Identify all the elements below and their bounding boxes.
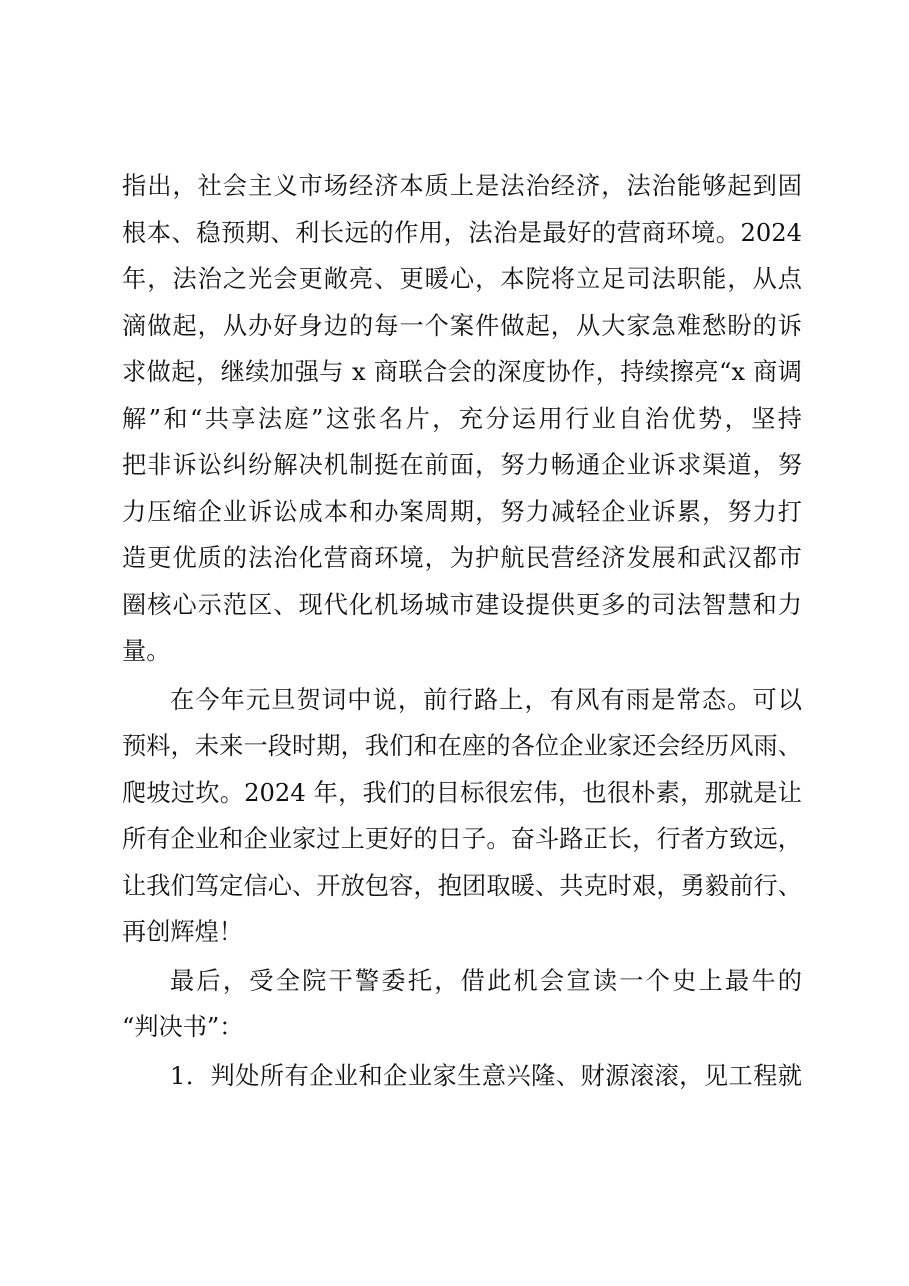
- text-line: 力压缩企业诉讼成本和办案周期，努力减轻企业诉累，努力打: [122, 497, 802, 526]
- document-body: [122, 163, 802, 1099]
- text-line: 根本、稳预期、利长远的作用，法治是最好的营商环境。2024: [122, 218, 802, 247]
- text-line: “判决书”：: [122, 1013, 244, 1041]
- text-line: 爬坡过坎。2024 年，我们的目标很宏伟，也很朴素，那就是让: [122, 778, 802, 807]
- text-line: 求做起，继续加强与 x 商联合会的深度协作，持续擦亮“x 商调: [122, 358, 802, 386]
- text-line: 指出，社会主义市场经济本质上是法治经济，法治能够起到固: [122, 172, 802, 200]
- text-line: 最后，受全院干警委托，借此机会宣读一个史上最牛的: [170, 966, 802, 995]
- paragraph-rule-of-law: [122, 163, 802, 675]
- text-line: 1．判处所有企业和企业家生意兴隆、财源滚滚，见工程就: [170, 1061, 802, 1090]
- text-line: 预料，未来一段时期，我们和在座的各位企业家还会经历风雨、: [122, 732, 802, 760]
- text-line: 所有企业和企业家过上更好的日子。奋斗路正长，行者方致远，: [122, 825, 802, 853]
- text-line: 把非诉讼纠纷解决机制挺在前面，努力畅通企业诉求渠道，努: [122, 451, 802, 479]
- text-line: 造更优质的法治化营商环境，为护航民营经济发展和武汉都市: [122, 544, 802, 572]
- paragraph-judgment-item-1: [122, 1053, 802, 1100]
- text-line: 在今年元旦贺词中说，前行路上，有风有雨是常态。可以: [170, 685, 802, 714]
- text-line: 再创辉煌！: [122, 918, 243, 946]
- text-line: 让我们笃定信心、开放包容，抱团取暖、共克时艰，勇毅前行、: [122, 871, 802, 900]
- text-line: 量。: [122, 637, 171, 665]
- text-line: 滴做起，从办好身边的每一个案件做起，从大家急难愁盼的诉: [122, 311, 802, 340]
- text-line: 解”和“共享法庭”这张名片，充分运用行业自治优势，坚持: [122, 404, 802, 433]
- paragraph-judgment-intro: [122, 958, 802, 1051]
- text-line: 圈核心示范区、现代化机场城市建设提供更多的司法智慧和力: [122, 590, 802, 619]
- paragraph-new-year-message: [122, 677, 802, 956]
- text-line: 年，法治之光会更敞亮、更暖心，本院将立足司法职能，从点: [122, 265, 802, 293]
